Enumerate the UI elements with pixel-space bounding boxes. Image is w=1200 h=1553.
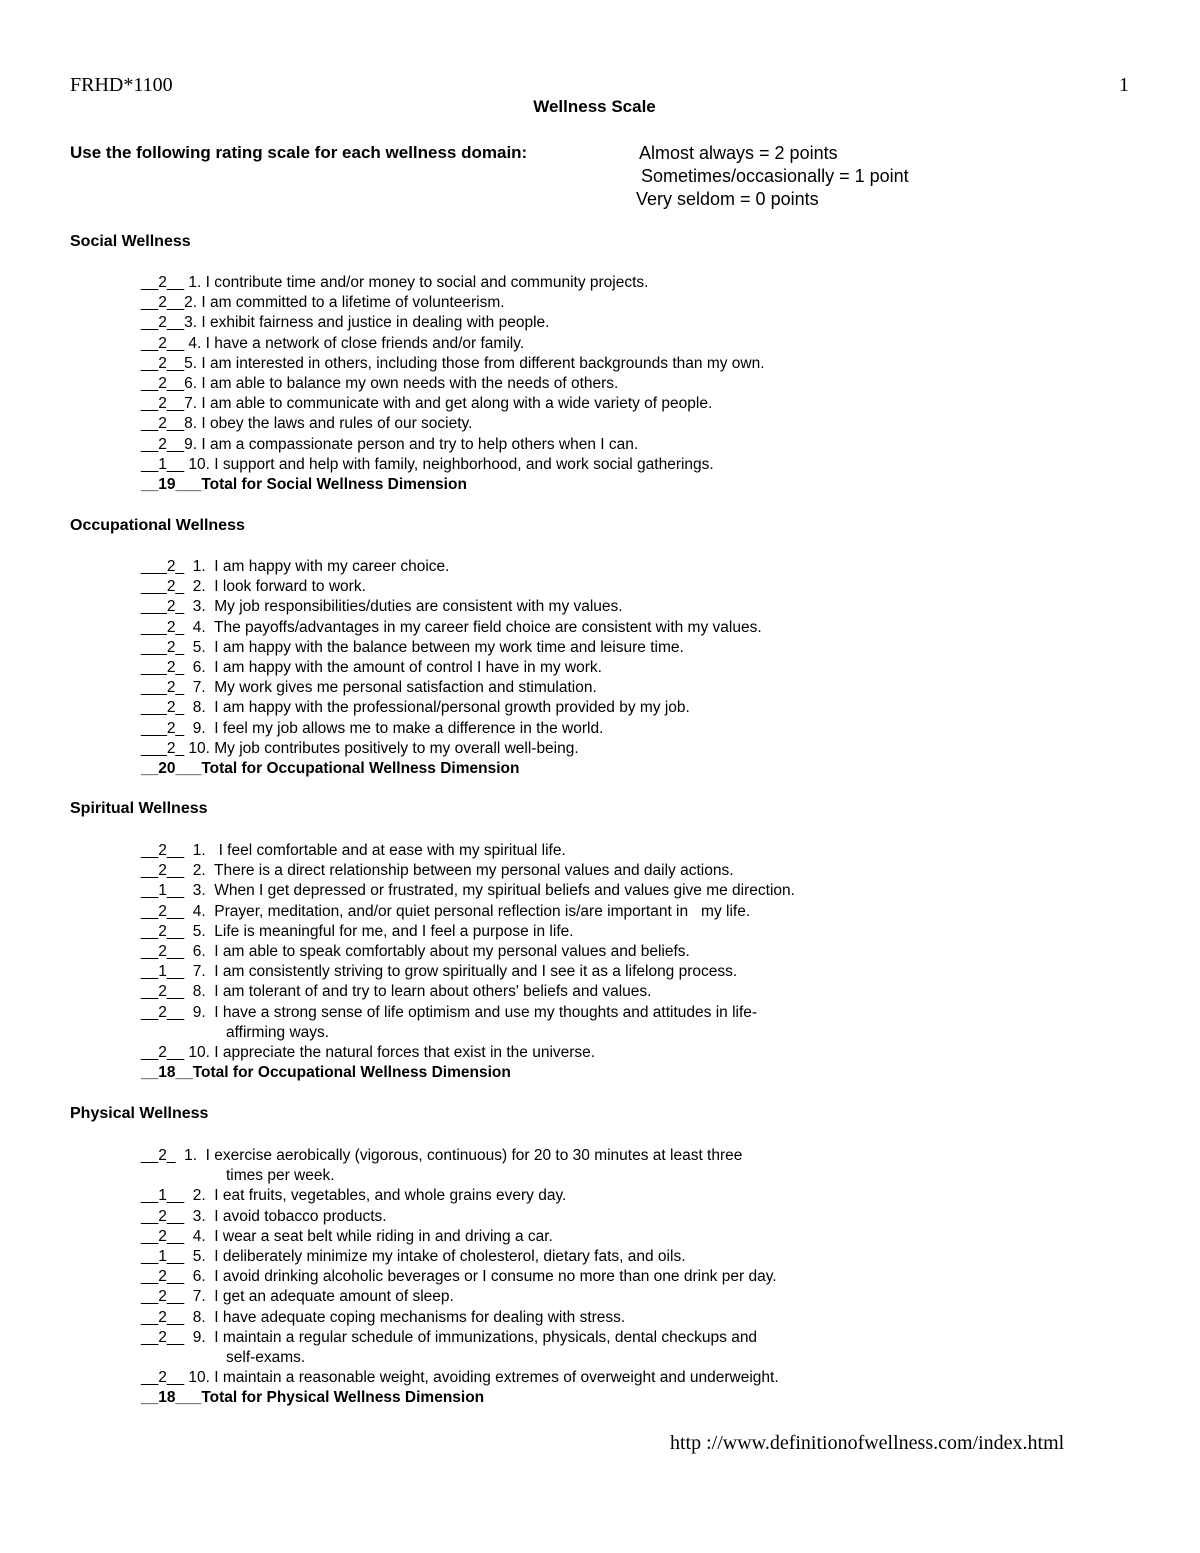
item-text: 5. Life is meaningful for me, and I feel a purpose in life. (184, 922, 574, 940)
item-text: 3. I exhibit fairness and justice in dealing with people. (184, 314, 550, 332)
item-score[interactable]: __2_ (141, 1147, 176, 1164)
item-score[interactable]: __1__ (141, 882, 185, 900)
item-score[interactable]: __2__ (141, 902, 185, 920)
total-label: Total for Occupational Wellness Dimension (201, 760, 520, 778)
item-score[interactable]: __2__ (141, 375, 185, 393)
item-text: 7. I am consistently striving to grow spiritually and I see it as a lifelong process. (184, 963, 738, 981)
item-text-continuation: self-exams. (226, 1349, 306, 1367)
list-item (141, 678, 762, 698)
list-item (141, 557, 762, 577)
list-item (141, 597, 762, 617)
item-score[interactable]: __2__ (141, 983, 185, 1001)
item-score[interactable]: __2__ (141, 943, 185, 961)
list-item (141, 1247, 779, 1267)
item-score[interactable]: ___2_ (141, 638, 185, 656)
list-item (141, 313, 765, 333)
section-items-occupational (141, 557, 762, 779)
item-text: 4. I have a network of close friends and/or family. (184, 334, 525, 352)
item-text: 3. I avoid tobacco products. (184, 1207, 387, 1225)
section-items-social (141, 273, 765, 495)
item-text: 7. I get an adequate amount of sleep. (184, 1288, 454, 1306)
item-text: 2. I look forward to work. (184, 578, 366, 596)
item-score[interactable]: ___2_ (141, 719, 185, 737)
item-text: 10. I maintain a reasonable weight, avoiding extremes of overweight and underweight. (184, 1369, 779, 1387)
item-text: 10. My job contributes positively to my overall well-being. (184, 739, 579, 757)
item-score[interactable]: __2__ (141, 354, 185, 372)
item-text: 9. I am a compassionate person and try to help others when I can. (184, 435, 639, 453)
list-item (141, 962, 795, 982)
list-item (141, 922, 795, 942)
total-score[interactable]: __20___ (141, 760, 202, 778)
item-score[interactable]: __2__ (141, 1003, 185, 1021)
course-code: FRHD*1100 (70, 74, 173, 96)
item-text: 3. My job responsibilities/duties are consistent with my values. (184, 598, 623, 616)
item-score[interactable]: __1__ (141, 455, 185, 473)
item-text: 1. I exercise aerobically (vigorous, continuous) for 20 to 30 minutes at least three (175, 1147, 743, 1164)
list-item (141, 1043, 795, 1063)
item-score[interactable]: __2__ (141, 1268, 185, 1286)
item-text: 6. I am able to balance my own needs with the needs of others. (184, 375, 619, 393)
item-text: 8. I am tolerant of and try to learn about others' beliefs and values. (184, 983, 652, 1001)
item-score[interactable]: __2__ (141, 862, 185, 880)
item-score[interactable]: __2__ (141, 1227, 185, 1245)
item-text: 7. My work gives me personal satisfaction and stimulation. (184, 679, 597, 697)
list-item (141, 698, 762, 718)
item-score[interactable]: __1__ (141, 963, 185, 981)
section-title-social: Social Wellness (70, 233, 191, 250)
list-item (141, 942, 795, 962)
rating-scale-item: Very seldom = 0 points (636, 189, 819, 209)
item-score[interactable]: ___2_ (141, 679, 185, 697)
item-text: 9. I maintain a regular schedule of immunizations, physicals, dental checkups and (184, 1328, 758, 1346)
item-score[interactable]: ___2_ (141, 598, 185, 616)
total-score[interactable]: __18__ (141, 1064, 193, 1082)
list-item (141, 1146, 779, 1166)
list-item (141, 577, 762, 597)
list-item (141, 1308, 779, 1328)
item-text: 5. I am happy with the balance between my work time and leisure time. (184, 638, 684, 656)
item-score[interactable]: __2__ (141, 1044, 185, 1062)
item-score[interactable]: ___2_ (141, 618, 185, 636)
list-item (141, 841, 795, 861)
item-score[interactable]: __2__ (141, 1308, 185, 1326)
total-label: Total for Occupational Wellness Dimension (192, 1064, 511, 1082)
section-total (141, 759, 762, 779)
page-number: 1 (1119, 74, 1129, 96)
section-total (141, 1388, 779, 1408)
item-score[interactable]: __2__ (141, 435, 185, 453)
item-text-continuation: affirming ways. (226, 1023, 330, 1041)
list-item (141, 394, 765, 414)
list-item (141, 618, 762, 638)
item-text: 7. I am able to communicate with and get along with a wide variety of people. (184, 395, 713, 413)
list-item (141, 334, 765, 354)
section-total (141, 1063, 795, 1083)
item-text: 6. I am able to speak comfortably about my personal values and beliefs. (184, 943, 690, 961)
list-item (141, 1328, 779, 1348)
item-text: 9. I feel my job allows me to make a difference in the world. (184, 719, 604, 737)
item-score[interactable]: __1__ (141, 1187, 185, 1205)
total-label: Total for Physical Wellness Dimension (201, 1389, 485, 1407)
list-item (141, 455, 765, 475)
item-score[interactable]: __1__ (141, 1248, 185, 1266)
item-text: 2. There is a direct relationship between my personal values and daily actions. (184, 862, 734, 880)
item-text: 10. I appreciate the natural forces that exist in the universe. (184, 1044, 596, 1062)
item-score[interactable]: __2__ (141, 842, 185, 859)
item-text: 2. I am committed to a lifetime of volunteerism. (184, 294, 505, 312)
item-score[interactable]: ___2_ (141, 659, 185, 677)
section-items-spiritual (141, 841, 795, 1083)
page-title: Wellness Scale (533, 97, 656, 116)
list-item (141, 273, 765, 293)
item-score[interactable]: __2__ (141, 1207, 185, 1225)
item-text: 5. I deliberately minimize my intake of cholesterol, dietary fats, and oils. (184, 1248, 686, 1266)
item-score[interactable]: ___2_ (141, 699, 185, 717)
item-text: 2. I eat fruits, vegetables, and whole grains every day. (184, 1187, 567, 1205)
item-text: 6. I avoid drinking alcoholic beverages or I consume no more than one drink per day. (184, 1268, 777, 1286)
rating-scale-item: Sometimes/occasionally = 1 point (641, 166, 909, 186)
list-item (141, 638, 762, 658)
item-score[interactable]: ___2_ (141, 739, 185, 757)
list-item (141, 1287, 779, 1307)
item-text: 4. Prayer, meditation, and/or quiet personal reflection is/are important in my life. (184, 902, 751, 920)
item-score[interactable]: __2__ (141, 314, 185, 332)
rating-scale (636, 142, 909, 211)
list-item (141, 658, 762, 678)
section-title-occupational: Occupational Wellness (70, 517, 245, 534)
item-text: 6. I am happy with the amount of control I have in my work. (184, 659, 602, 677)
section-title-spiritual: Spiritual Wellness (70, 800, 208, 817)
item-score[interactable]: __2__ (141, 1369, 185, 1387)
item-text: 9. I have a strong sense of life optimism and use my thoughts and attitudes in life- (184, 1003, 758, 1021)
list-item (141, 1368, 779, 1388)
list-item (141, 414, 765, 434)
item-score[interactable]: __2__ (141, 1288, 185, 1306)
list-item (141, 1003, 795, 1023)
rating-scale-item: Almost always = 2 points (639, 143, 838, 163)
total-score[interactable]: __18___ (141, 1389, 202, 1407)
item-text: 1. I contribute time and/or money to social and community projects. (184, 274, 649, 291)
item-text: 3. When I get depressed or frustrated, my spiritual beliefs and values give me direction. (184, 882, 795, 900)
list-item (141, 1267, 779, 1287)
item-score[interactable]: __2__ (141, 274, 185, 291)
list-item (141, 902, 795, 922)
section-total (141, 475, 765, 495)
section-items-physical (141, 1146, 779, 1409)
item-score[interactable]: __2__ (141, 415, 185, 433)
item-text: 8. I obey the laws and rules of our society. (184, 415, 473, 433)
item-text-continuation: times per week. (226, 1167, 335, 1185)
item-text: 4. I wear a seat belt while riding in and driving a car. (184, 1227, 553, 1245)
item-score[interactable]: __2__ (141, 294, 185, 312)
section-title-physical: Physical Wellness (70, 1105, 209, 1122)
item-text: 8. I have adequate coping mechanisms for dealing with stress. (184, 1308, 626, 1326)
item-text: 5. I am interested in others, including those from different backgrounds than my own. (184, 354, 765, 372)
item-score[interactable]: __2__ (141, 334, 185, 352)
list-item (141, 881, 795, 901)
list-item (141, 739, 762, 759)
item-score[interactable]: __2__ (141, 1328, 185, 1346)
list-item (141, 1207, 779, 1227)
list-item (141, 719, 762, 739)
item-text: 1. I am happy with my career choice. (184, 558, 450, 575)
item-text: 10. I support and help with family, neighborhood, and work social gatherings. (184, 455, 714, 473)
item-text: 4. The payoffs/advantages in my career field choice are consistent with my values. (184, 618, 762, 636)
list-item (141, 1227, 779, 1247)
source-url[interactable]: http ://www.definitionofwellness.com/index.html (670, 1432, 1065, 1454)
total-score[interactable]: __19___ (141, 476, 202, 494)
list-item (141, 374, 765, 394)
list-item (141, 354, 765, 374)
item-text: 1. I feel comfortable and at ease with my spiritual life. (184, 842, 566, 859)
list-item (141, 982, 795, 1002)
list-item (141, 1186, 779, 1206)
instructions-text: Use the following rating scale for each wellness domain: (70, 143, 528, 162)
list-item (141, 293, 765, 313)
item-score[interactable]: __2__ (141, 395, 185, 413)
item-score[interactable]: ___2_ (141, 558, 185, 575)
list-item (141, 435, 765, 455)
total-label: Total for Social Wellness Dimension (201, 476, 467, 494)
list-item (141, 861, 795, 881)
item-score[interactable]: ___2_ (141, 578, 185, 596)
item-score[interactable]: __2__ (141, 922, 185, 940)
item-text: 8. I am happy with the professional/personal growth provided by my job. (184, 699, 690, 717)
